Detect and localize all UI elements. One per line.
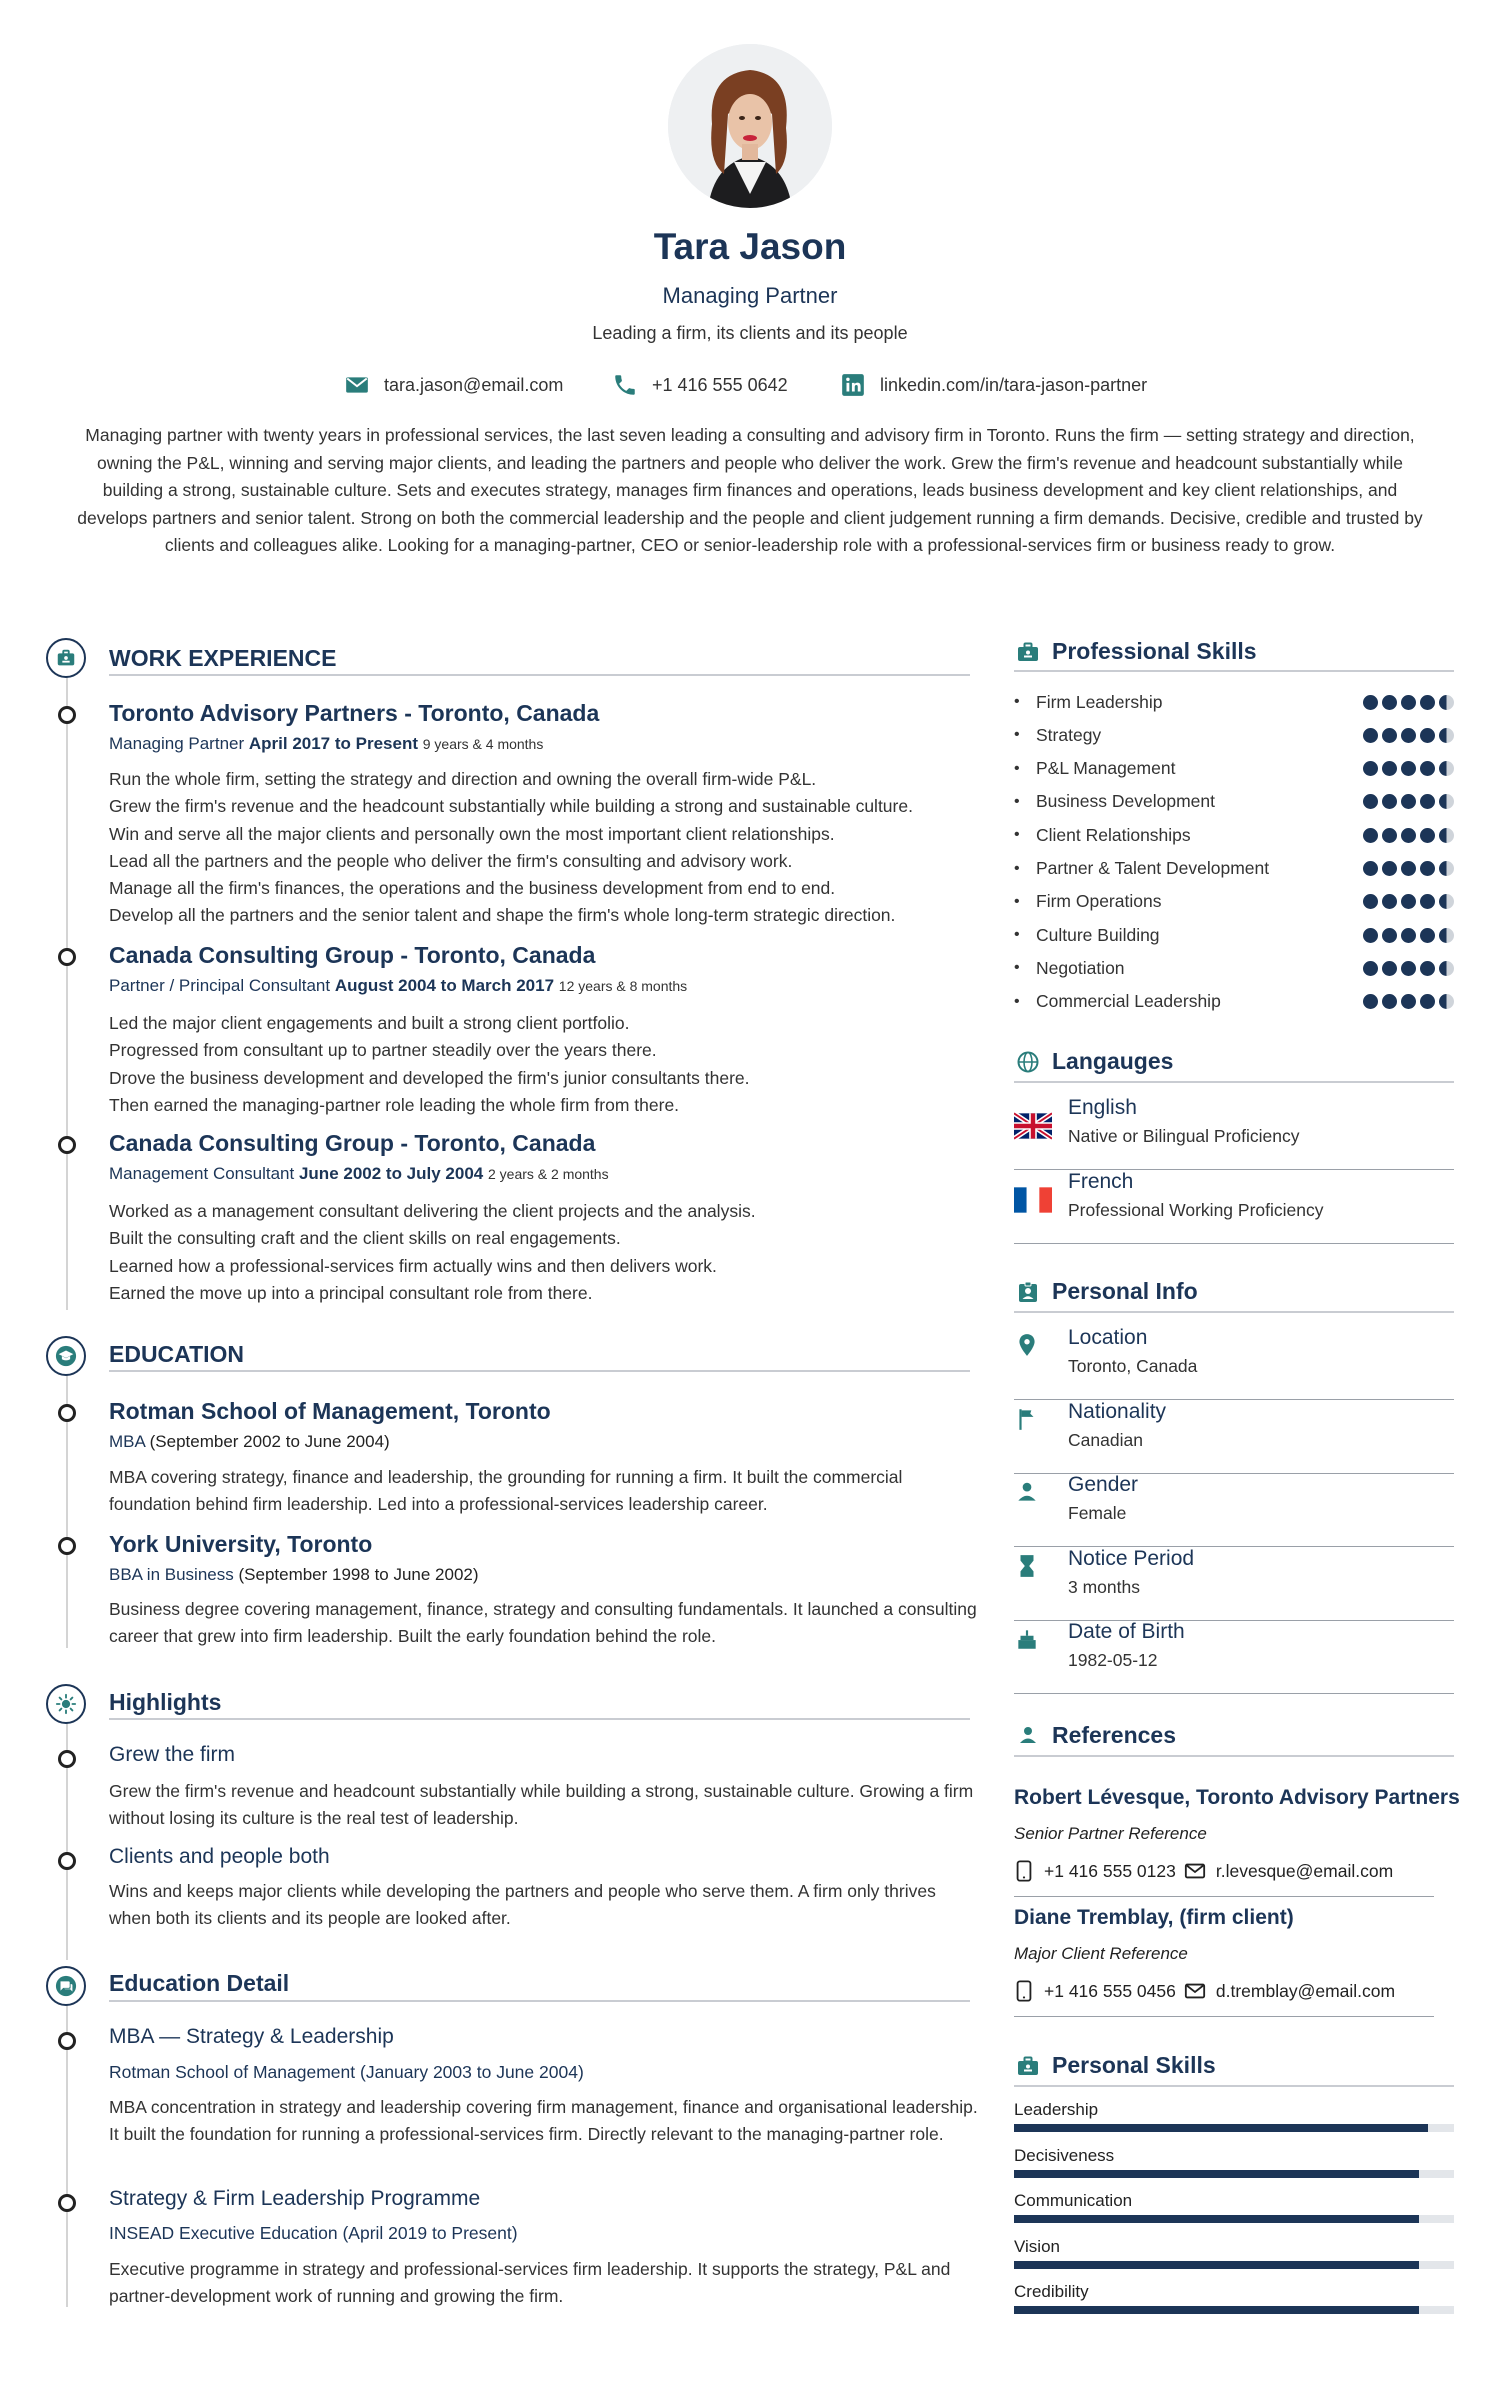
- personal-info-item: [1014, 1400, 1454, 1474]
- mobile-phone-icon: [1014, 1980, 1034, 2002]
- personal-info-title-text: Personal Info: [1052, 1278, 1198, 1304]
- job-bullet: Worked as a management consultant delivering the client projects and the analysis.: [109, 1201, 756, 1221]
- personal-skill-bar: [1014, 2124, 1454, 2132]
- skill-item: [1014, 890, 1454, 914]
- rating-dot: [1401, 828, 1416, 843]
- section-divider: [1014, 670, 1454, 672]
- mobile-phone-icon: [1014, 1860, 1034, 1882]
- location-icon: [1014, 1332, 1040, 1358]
- skill-rating: [1363, 828, 1454, 843]
- personal-skill-bar-fill: [1014, 2261, 1419, 2269]
- rating-dot: [1382, 894, 1397, 909]
- timeline-dot: [58, 2032, 76, 2050]
- graduation-cap-icon: [46, 1336, 86, 1376]
- skill-item: [1014, 956, 1454, 980]
- rating-dot: [1401, 894, 1416, 909]
- rating-dot: [1420, 695, 1435, 710]
- reference-role: Major Client Reference: [1014, 1944, 1188, 1963]
- timeline-line: [66, 660, 68, 1310]
- job-meta: [109, 1164, 609, 1184]
- item-divider: [1014, 2016, 1434, 2017]
- rating-dot: [1439, 828, 1454, 843]
- personal-info-label: Gender: [1068, 1473, 1139, 1496]
- highlight-title: Grew the firm: [109, 1743, 236, 1766]
- skill-rating: [1363, 728, 1454, 743]
- rating-dot: [1439, 961, 1454, 976]
- personal-skill-bar: [1014, 2170, 1454, 2178]
- personal-info-item: [1014, 1547, 1454, 1621]
- language-level: Professional Working Proficiency: [1068, 1200, 1324, 1220]
- job-bullet: Progressed from consultant up to partner steadily over the years there.: [109, 1040, 657, 1061]
- job-company: Canada Consulting Group - Toronto, Canada: [109, 942, 596, 968]
- job-bullet: Drove the business development and developed the firm's junior consultants there.: [109, 1067, 750, 1088]
- personal-skill-name: Communication: [1014, 2191, 1133, 2210]
- bullet-icon: •: [1014, 759, 1020, 777]
- rating-dot: [1401, 861, 1416, 876]
- skill-item: [1014, 823, 1454, 847]
- timeline-line: [66, 1700, 68, 1960]
- skill-name: Firm Leadership: [1036, 691, 1163, 712]
- personal-info-label: Location: [1068, 1326, 1148, 1349]
- rating-dot: [1420, 894, 1435, 909]
- linkedin-contact[interactable]: [840, 370, 1147, 400]
- skill-name: Culture Building: [1036, 924, 1160, 945]
- job-duration: 9 years & 4 months: [422, 736, 544, 752]
- education-detail-dates: (April 2019 to Present): [342, 2223, 518, 2243]
- education-detail-description: Executive programme in strategy and professional-services firm leadership. It supports the strategy, P&L and partner-development work of running and growing the firm.: [109, 2259, 951, 2307]
- highlight-description: Grew the firm's revenue and headcount substantially while building a strong, sustainable culture. Growing a firm without losing its culture is the real test of leadership.: [109, 1781, 974, 1829]
- skill-name: Commercial Leadership: [1036, 991, 1221, 1012]
- timeline-dot: [58, 1852, 76, 1870]
- job-meta: [109, 976, 687, 996]
- rating-dot: [1363, 828, 1378, 843]
- uk-flag-icon: [1014, 1112, 1052, 1140]
- email-icon: [344, 372, 370, 398]
- section-divider: [109, 1370, 970, 1372]
- skill-rating: [1363, 928, 1454, 943]
- job-bullet: Led the major client engagements and built a strong client portfolio.: [109, 1013, 630, 1033]
- personal-info-item: [1014, 1473, 1454, 1547]
- person-icon: [1016, 1724, 1040, 1748]
- profile-summary: Managing partner with twenty years in professional services, the last seven leading a consulting and advisory firm in Toronto. Runs the firm — setting strategy and direction, owning the P&L, winning and serving major clients, and leading the partners and people who deliver the work. Grew the firm's revenue and headcount substantially while building a strong, sustainable culture. Sets and executes strategy, manages firm finances and operations, leads business development and key client relationships, and develops partners and senior talent. Strong on both the commercial leadership and the people and client judgement running a firm demands. Decisive, credible and trusted by clients and colleagues alike. Looking for a managing-partner, CEO or senior-leadership role with a professional-services firm or business ready to grow.: [77, 425, 1423, 555]
- job-dates: April 2017 to Present: [248, 734, 418, 753]
- rating-dot: [1439, 728, 1454, 743]
- phone-contact[interactable]: [612, 370, 788, 400]
- briefcase-icon: [1016, 640, 1040, 664]
- linkedin-text: linkedin.com/in/tara-jason-partner: [880, 374, 1148, 395]
- reference-phone[interactable]: +1 416 555 0456: [1044, 1980, 1176, 2001]
- personal-skill-bar: [1014, 2215, 1454, 2223]
- skill-name: Negotiation: [1036, 957, 1125, 978]
- mail-icon: [1184, 1860, 1206, 1882]
- rating-dot: [1401, 961, 1416, 976]
- reference-email[interactable]: d.tremblay@email.com: [1215, 1980, 1396, 2001]
- skill-item: [1014, 857, 1454, 881]
- skill-item: [1014, 790, 1454, 814]
- skills-title-text: Professional Skills: [1052, 638, 1257, 664]
- sun-icon: [46, 1684, 86, 1724]
- rating-dot: [1420, 728, 1435, 743]
- personal-info-item: [1014, 1620, 1454, 1694]
- personal-skill-bar-fill: [1014, 2124, 1428, 2132]
- skill-rating: [1363, 961, 1454, 976]
- bullet-icon: •: [1014, 726, 1020, 744]
- phone-icon: [612, 372, 638, 398]
- rating-dot: [1382, 961, 1397, 976]
- job-bullet: Earned the move up into a principal consultant role from there.: [109, 1282, 593, 1303]
- timeline-dot: [58, 1136, 76, 1154]
- job-duration: 2 years & 2 months: [487, 1166, 609, 1182]
- job-bullet: Lead all the partners and the people who deliver the firm's consulting and advisory work.: [109, 850, 793, 871]
- section-title-languages: [1016, 1048, 1173, 1075]
- education-detail-title: MBA — Strategy & Leadership: [109, 2025, 394, 2048]
- rating-dot: [1439, 928, 1454, 943]
- personal-info-value: Canadian: [1068, 1429, 1143, 1450]
- phone-text: +1 416 555 0642: [652, 374, 788, 395]
- education-dates: (September 2002 to June 2004): [149, 1432, 390, 1451]
- bullet-icon: •: [1014, 859, 1020, 877]
- rating-dot: [1363, 695, 1378, 710]
- bullet-icon: •: [1014, 826, 1020, 844]
- highlight-title: Clients and people both: [109, 1845, 330, 1868]
- item-divider: [1014, 1693, 1454, 1694]
- rating-dot: [1363, 961, 1378, 976]
- section-divider: [1014, 1311, 1454, 1313]
- rating-dot: [1401, 794, 1416, 809]
- skill-name: Firm Operations: [1036, 891, 1162, 912]
- education-detail-meta: [109, 2223, 518, 2244]
- skill-rating: [1363, 861, 1454, 876]
- rating-dot: [1439, 861, 1454, 876]
- personal-skill-bar: [1014, 2306, 1454, 2314]
- education-meta: [109, 1432, 390, 1452]
- rating-dot: [1420, 828, 1435, 843]
- flag-icon: [1014, 1406, 1040, 1432]
- personal-skills-title-text: Personal Skills: [1052, 2052, 1216, 2078]
- person-icon: [1014, 1479, 1040, 1505]
- section-title-work: WORK EXPERIENCE: [109, 645, 337, 671]
- personal-skill-name: Vision: [1014, 2236, 1060, 2256]
- personal-info-label: Nationality: [1068, 1399, 1167, 1423]
- references-title-text: References: [1052, 1722, 1177, 1748]
- rating-dot: [1401, 728, 1416, 743]
- job-title: Managing Partner: [662, 283, 838, 308]
- reference-contact: [1014, 1858, 1393, 1884]
- rating-dot: [1420, 761, 1435, 776]
- languages-title-text: Langauges: [1052, 1048, 1174, 1074]
- personal-info-item: [1014, 1326, 1454, 1400]
- language-name: French: [1068, 1170, 1134, 1193]
- section-divider: [109, 2000, 970, 2002]
- skill-rating: [1363, 695, 1454, 710]
- personal-skill-bar-fill: [1014, 2306, 1419, 2314]
- rating-dot: [1401, 695, 1416, 710]
- rating-dot: [1363, 928, 1378, 943]
- education-detail-meta: [109, 2062, 584, 2083]
- job-bullets: [109, 766, 979, 930]
- rating-dot: [1382, 861, 1397, 876]
- personal-skill-bar: [1014, 2261, 1454, 2269]
- education-detail-title: Strategy & Firm Leadership Programme: [109, 2187, 481, 2210]
- briefcase-icon: [1016, 2054, 1040, 2078]
- tagline: Leading a firm, its clients and its people: [592, 323, 908, 343]
- section-title-education: EDUCATION: [109, 1341, 245, 1367]
- section-title-personal-info: [1016, 1278, 1198, 1305]
- bullet-icon: •: [1014, 792, 1020, 810]
- section-divider: [1014, 1755, 1454, 1757]
- language-level: Native or Bilingual Proficiency: [1068, 1126, 1300, 1146]
- cake-icon: [1014, 1626, 1040, 1652]
- timeline-line: [66, 1358, 68, 1648]
- rating-dot: [1439, 695, 1454, 710]
- timeline-dot: [58, 2194, 76, 2212]
- skill-name: Client Relationships: [1036, 824, 1191, 845]
- bullet-icon: •: [1014, 892, 1020, 910]
- reference-email[interactable]: r.levesque@email.com: [1215, 1860, 1394, 1881]
- job-bullet: Develop all the partners and the senior talent and shape the firm's whole long-term strategic direction.: [109, 905, 896, 926]
- job-meta: [109, 734, 543, 754]
- job-bullet: Learned how a professional-services firm actually wins and then delivers work.: [109, 1255, 717, 1276]
- section-divider: [1014, 2085, 1454, 2087]
- section-divider: [1014, 1081, 1454, 1083]
- skill-name: P&L Management: [1036, 758, 1176, 779]
- personal-skill-bar-fill: [1014, 2170, 1419, 2178]
- education-detail-description: MBA concentration in strategy and leadership covering firm management, finance and organisational leadership. It built the foundation for running a professional-services firm. Directly relevant to the managing-partner role.: [109, 2097, 978, 2145]
- education-dates: (September 1998 to June 2002): [238, 1565, 479, 1584]
- reference-role: Senior Partner Reference: [1014, 1824, 1207, 1843]
- personal-skill-bar-fill: [1014, 2215, 1419, 2223]
- language-item: [1014, 1170, 1454, 1244]
- rating-dot: [1401, 761, 1416, 776]
- rating-dot: [1382, 695, 1397, 710]
- language-name: English: [1068, 1096, 1137, 1119]
- rating-dot: [1420, 928, 1435, 943]
- section-title-education-detail: Education Detail: [109, 1970, 290, 1996]
- job-bullet: Manage all the firm's finances, the operations and the business development from end to end.: [109, 878, 836, 899]
- education-detail-org: INSEAD Executive Education: [109, 2223, 338, 2243]
- linkedin-icon: [840, 372, 866, 398]
- skill-item: [1014, 690, 1454, 714]
- skill-item: [1014, 723, 1454, 747]
- rating-dot: [1420, 794, 1435, 809]
- section-title-personal-skills: [1016, 2052, 1216, 2079]
- timeline-dot: [58, 948, 76, 966]
- rating-dot: [1363, 761, 1378, 776]
- rating-dot: [1439, 794, 1454, 809]
- degree: BBA in Business: [109, 1565, 234, 1584]
- bullet-icon: •: [1014, 959, 1020, 977]
- rating-dot: [1420, 961, 1435, 976]
- section-divider: [109, 674, 970, 676]
- hourglass-icon: [1014, 1553, 1040, 1579]
- reference-contact: [1014, 1978, 1395, 2004]
- briefcase-icon: [46, 638, 86, 678]
- skill-item: [1014, 757, 1454, 781]
- personal-info-label: Notice Period: [1068, 1546, 1195, 1570]
- section-title-skills: [1016, 638, 1257, 665]
- avatar: [668, 44, 832, 208]
- contact-bar: [0, 370, 1500, 400]
- personal-info-value: Toronto, Canada: [1068, 1356, 1198, 1376]
- rating-dot: [1401, 928, 1416, 943]
- job-role: Managing Partner: [109, 734, 245, 753]
- reference-name: Robert Lévesque, Toronto Advisory Partners: [1014, 1786, 1460, 1809]
- job-dates: June 2002 to July 2004: [298, 1164, 484, 1183]
- section-title-references: [1016, 1722, 1176, 1749]
- france-flag-icon: [1014, 1186, 1052, 1214]
- job-bullet: Then earned the managing-partner role leading the whole firm from there.: [109, 1094, 680, 1115]
- globe-icon: [1016, 1050, 1040, 1074]
- degree: MBA: [109, 1432, 145, 1451]
- rating-dot: [1382, 994, 1397, 1009]
- reference-phone[interactable]: +1 416 555 0123: [1044, 1860, 1176, 1881]
- reference-name: Diane Tremblay, (firm client): [1014, 1906, 1294, 1929]
- mail-icon: [1184, 1980, 1206, 2002]
- item-divider: [1014, 1896, 1434, 1897]
- rating-dot: [1382, 728, 1397, 743]
- rating-dot: [1363, 728, 1378, 743]
- email-text: tara.jason@email.com: [384, 374, 564, 395]
- rating-dot: [1382, 761, 1397, 776]
- education-detail-org: Rotman School of Management: [109, 2062, 356, 2082]
- job-role: Partner / Principal Consultant: [109, 976, 331, 995]
- skill-item: [1014, 990, 1454, 1014]
- skill-name: Business Development: [1036, 791, 1215, 812]
- job-bullet: Win and serve all the major clients and personally own the most important client relationships.: [109, 823, 835, 844]
- rating-dot: [1439, 761, 1454, 776]
- job-bullet: Grew the firm's revenue and the headcount substantially while building a strong and sustainable culture.: [109, 796, 913, 817]
- personal-skill-name: Credibility: [1014, 2282, 1089, 2301]
- rating-dot: [1382, 794, 1397, 809]
- education-description: Business degree covering management, finance, strategy and consulting fundamentals. It launched a consulting career that grew into firm leadership. Built the early foundation behind the role.: [109, 1599, 977, 1647]
- skill-rating: [1363, 894, 1454, 909]
- skill-name: Partner & Talent Development: [1036, 858, 1270, 878]
- rating-dot: [1420, 861, 1435, 876]
- section-divider: [109, 1718, 970, 1720]
- school-name: Rotman School of Management, Toronto: [109, 1398, 551, 1424]
- id-badge-icon: [1016, 1280, 1040, 1304]
- skill-rating: [1363, 761, 1454, 776]
- email-contact[interactable]: [344, 370, 563, 400]
- timeline-dot: [58, 1537, 76, 1555]
- bullet-icon: •: [1014, 926, 1020, 944]
- rating-dot: [1401, 994, 1416, 1009]
- job-company: Canada Consulting Group - Toronto, Canada: [109, 1130, 596, 1156]
- job-bullets: [109, 1010, 979, 1119]
- rating-dot: [1439, 994, 1454, 1009]
- skill-item: [1014, 923, 1454, 947]
- job-dates: August 2004 to March 2017: [334, 976, 555, 995]
- skill-rating: [1363, 794, 1454, 809]
- rating-dot: [1420, 994, 1435, 1009]
- bullet-icon: •: [1014, 693, 1020, 710]
- item-divider: [1014, 1243, 1454, 1244]
- personal-info-value: 3 months: [1068, 1576, 1140, 1597]
- education-meta: [109, 1565, 479, 1585]
- education-description: MBA covering strategy, finance and leadership, the grounding for running a firm. It built the commercial foundation behind firm leadership. Led into a professional-services leadership career.: [109, 1467, 903, 1515]
- personal-skill-name: Leadership: [1014, 2100, 1099, 2119]
- timeline-dot: [58, 706, 76, 724]
- job-duration: 12 years & 8 months: [558, 978, 688, 994]
- rating-dot: [1439, 894, 1454, 909]
- rating-dot: [1363, 861, 1378, 876]
- education-detail-dates: (January 2003 to June 2004): [360, 2062, 584, 2082]
- personal-skill-name: Decisiveness: [1014, 2145, 1115, 2165]
- timeline-dot: [58, 1750, 76, 1768]
- personal-info-value: Female: [1068, 1503, 1127, 1523]
- highlight-description: Wins and keeps major clients while developing the partners and people who serve them. A firm only thrives when both its clients and its people are looked after.: [109, 1881, 936, 1929]
- bullet-icon: •: [1014, 992, 1020, 1010]
- skill-rating: [1363, 994, 1454, 1009]
- job-bullet: Built the consulting craft and the client skills on real engagements.: [109, 1228, 621, 1249]
- candidate-name: Tara Jason: [653, 226, 847, 267]
- personal-info-value: 1982-05-12: [1068, 1650, 1158, 1670]
- rating-dot: [1363, 794, 1378, 809]
- section-title-highlights: Highlights: [109, 1689, 222, 1715]
- language-item: [1014, 1096, 1454, 1170]
- chat-icon: [46, 1966, 86, 2006]
- skill-name: Strategy: [1036, 724, 1102, 745]
- rating-dot: [1382, 928, 1397, 943]
- job-role: Management Consultant: [109, 1164, 295, 1183]
- rating-dot: [1363, 894, 1378, 909]
- personal-info-label: Date of Birth: [1068, 1620, 1185, 1643]
- rating-dot: [1382, 828, 1397, 843]
- job-bullet: Run the whole firm, setting the strategy and direction and owning the overall firm-wide P&L.: [109, 769, 817, 789]
- timeline-dot: [58, 1404, 76, 1422]
- rating-dot: [1363, 994, 1378, 1009]
- job-bullets: [109, 1198, 979, 1307]
- job-company: Toronto Advisory Partners - Toronto, Canada: [109, 700, 600, 726]
- school-name: York University, Toronto: [109, 1531, 373, 1557]
